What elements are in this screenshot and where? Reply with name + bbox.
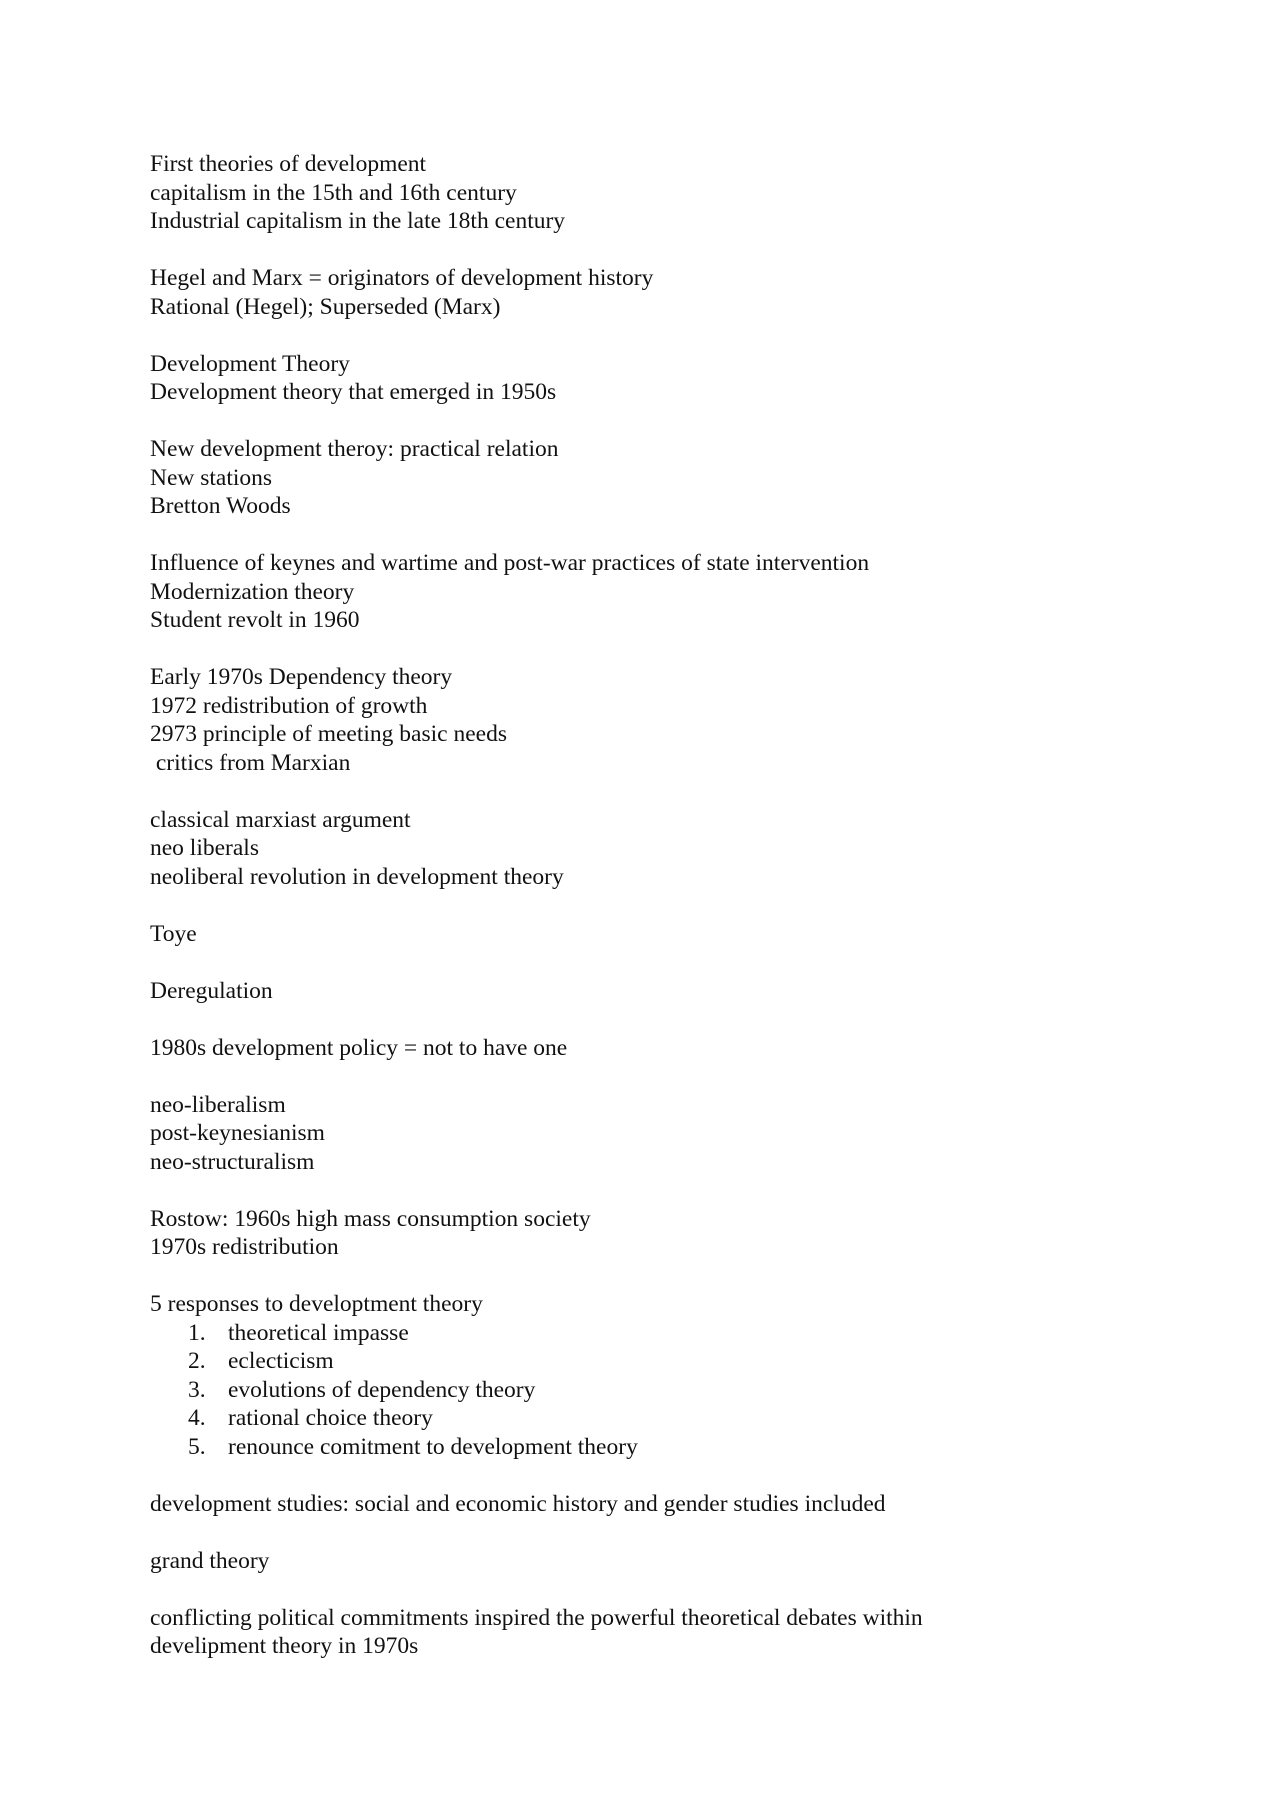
text-line: Rostow: 1960s high mass consumption society bbox=[150, 1205, 591, 1232]
text-line: 1970s redistribution bbox=[150, 1234, 339, 1260]
paragraph-dependency bbox=[150, 663, 1150, 777]
paragraph-schools bbox=[150, 1091, 1150, 1177]
paragraph-keynes bbox=[150, 549, 1150, 635]
list-item-number: 4. bbox=[188, 1405, 206, 1431]
list-item-number: 2. bbox=[188, 1348, 206, 1374]
text-line: Development theory that emerged in 1950s bbox=[150, 379, 557, 405]
paragraph-development-studies bbox=[150, 1490, 1150, 1519]
list-item bbox=[150, 1376, 1150, 1405]
text-line: Development Theory bbox=[150, 350, 350, 377]
text-line: development studies: social and economic history and gender studies included bbox=[150, 1490, 886, 1517]
text-line: neo-liberalism bbox=[150, 1091, 286, 1118]
text-line: Influence of keynes and wartime and post-war practices of state intervention bbox=[150, 550, 870, 576]
text-line: Student revolt in 1960 bbox=[150, 607, 360, 633]
text-line: post-keynesianism bbox=[150, 1120, 325, 1146]
text-line: neo-structuralism bbox=[150, 1148, 315, 1175]
text-line: critics from Marxian bbox=[150, 749, 351, 776]
list-item bbox=[150, 1404, 1150, 1433]
paragraph-first-theories bbox=[150, 150, 1150, 236]
text-line: neo liberals bbox=[150, 835, 259, 861]
list-item-text: rational choice theory bbox=[228, 1405, 433, 1431]
text-line: 1972 redistribution of growth bbox=[150, 692, 428, 719]
list-item-number: 5. bbox=[188, 1433, 206, 1460]
text-line: capitalism in the 15th and 16th century bbox=[150, 179, 517, 206]
list-item-text: eclecticism bbox=[228, 1348, 334, 1374]
text-line: Hegel and Marx = originators of development history bbox=[150, 265, 654, 291]
text-line: Modernization theory bbox=[150, 578, 355, 605]
text-line: First theories of development bbox=[150, 151, 427, 177]
paragraph-marxist-neoliberal bbox=[150, 806, 1150, 892]
responses-heading: 5 responses to developtment theory bbox=[150, 1291, 483, 1317]
list-item bbox=[150, 1319, 1150, 1348]
list-item-text: evolutions of dependency theory bbox=[228, 1376, 536, 1403]
paragraph-grand-theory bbox=[150, 1547, 1150, 1576]
paragraph-1980s-policy bbox=[150, 1034, 1150, 1063]
list-item bbox=[150, 1433, 1150, 1462]
list-item bbox=[150, 1347, 1150, 1376]
text-line: Deregulation bbox=[150, 977, 273, 1004]
responses-list bbox=[150, 1319, 1150, 1462]
paragraph-conflicting-commitments bbox=[150, 1604, 1150, 1661]
text-line: New development theroy: practical relation bbox=[150, 436, 559, 462]
list-item-number: 3. bbox=[188, 1376, 206, 1403]
paragraph-toye bbox=[150, 920, 1150, 949]
text-line: Early 1970s Dependency theory bbox=[150, 664, 453, 690]
text-line: develipment theory in 1970s bbox=[150, 1633, 419, 1659]
text-line: 1980s development policy = not to have one bbox=[150, 1034, 568, 1061]
responses-section bbox=[150, 1290, 1150, 1461]
text-line: neoliberal revolution in development theory bbox=[150, 863, 564, 890]
paragraph-development-theory bbox=[150, 350, 1150, 407]
text-line: Bretton Woods bbox=[150, 493, 291, 519]
text-line: Industrial capitalism in the late 18th century bbox=[150, 208, 566, 234]
text-line: Toye bbox=[150, 920, 197, 947]
document-page bbox=[150, 150, 1150, 1689]
paragraph-deregulation bbox=[150, 977, 1150, 1006]
text-line: classical marxiast argument bbox=[150, 806, 411, 833]
list-item-text: renounce comitment to development theory bbox=[228, 1433, 638, 1460]
text-line: conflicting political commitments inspired the powerful theoretical debates within bbox=[150, 1604, 923, 1631]
paragraph-rostow bbox=[150, 1205, 1150, 1262]
paragraph-hegel-marx bbox=[150, 264, 1150, 321]
text-line: New stations bbox=[150, 464, 273, 491]
paragraph-new-development bbox=[150, 435, 1150, 521]
text-line: 2973 principle of meeting basic needs bbox=[150, 721, 507, 747]
list-item-text: theoretical impasse bbox=[228, 1319, 409, 1346]
text-line: Rational (Hegel); Superseded (Marx) bbox=[150, 293, 501, 320]
list-item-number: 1. bbox=[188, 1319, 206, 1346]
text-line: grand theory bbox=[150, 1547, 270, 1574]
